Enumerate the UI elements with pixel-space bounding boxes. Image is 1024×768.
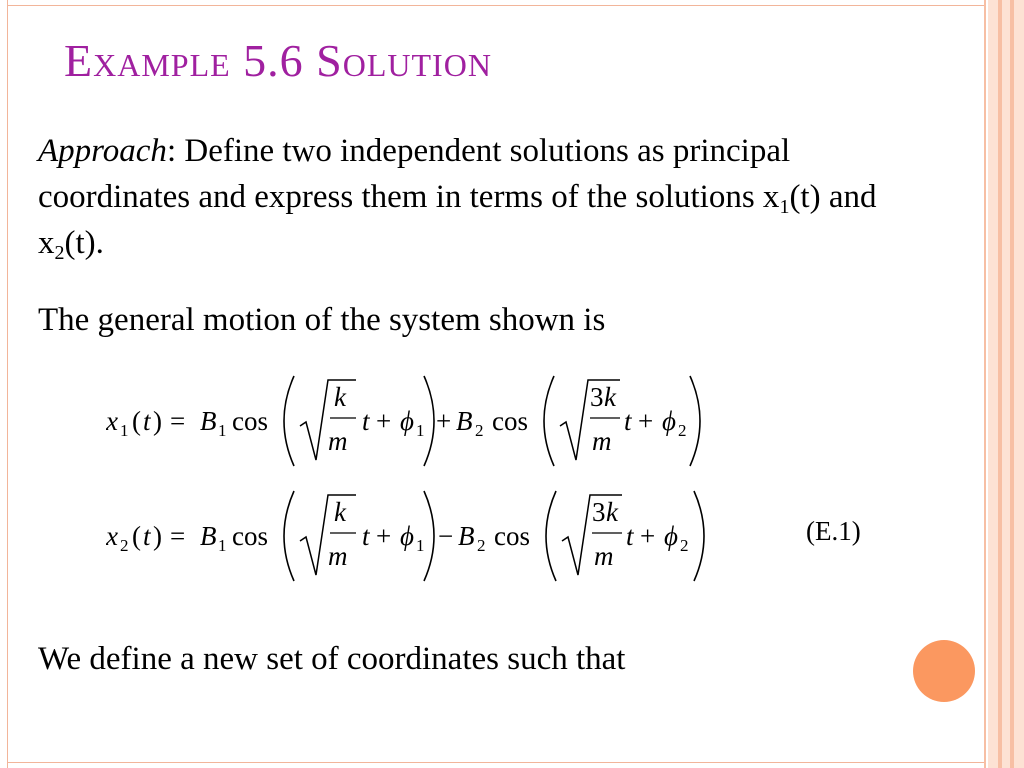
svg-text:3: 3 bbox=[592, 497, 606, 527]
svg-text:+: + bbox=[640, 521, 656, 551]
svg-text:m: m bbox=[594, 541, 614, 571]
svg-text:B: B bbox=[456, 406, 473, 436]
svg-text:1: 1 bbox=[218, 536, 227, 555]
equation-label: (E.1) bbox=[806, 516, 861, 546]
svg-text:2: 2 bbox=[678, 421, 687, 440]
svg-text:=: = bbox=[170, 521, 186, 551]
svg-text:): ) bbox=[153, 521, 162, 551]
svg-text:1: 1 bbox=[120, 421, 129, 440]
svg-text:1: 1 bbox=[416, 421, 425, 440]
svg-text:cos: cos bbox=[232, 406, 268, 436]
svg-text:(: ( bbox=[132, 521, 141, 551]
svg-text:t: t bbox=[626, 521, 634, 551]
svg-text:m: m bbox=[592, 426, 612, 456]
svg-text:t: t bbox=[143, 521, 151, 551]
slide-border-top bbox=[7, 5, 985, 6]
approach-label: Approach bbox=[38, 133, 167, 169]
svg-text:k: k bbox=[604, 382, 616, 412]
svg-text:2: 2 bbox=[477, 536, 486, 555]
svg-text:cos: cos bbox=[232, 521, 268, 551]
svg-text:+: + bbox=[376, 406, 392, 436]
equation-x1 bbox=[106, 370, 726, 472]
general-motion-text: The general motion of the system shown is bbox=[38, 302, 606, 338]
svg-text:ϕ: ϕ bbox=[662, 406, 676, 436]
svg-text:ϕ: ϕ bbox=[400, 406, 414, 436]
svg-text:2: 2 bbox=[475, 421, 484, 440]
svg-text:(: ( bbox=[132, 406, 141, 436]
svg-text:t: t bbox=[624, 406, 632, 436]
equation-x2 bbox=[106, 485, 726, 587]
svg-text:2: 2 bbox=[120, 536, 129, 555]
decorative-stripe bbox=[984, 0, 986, 768]
svg-text:m: m bbox=[328, 426, 348, 456]
approach-text: : Define two independent solutions as principal coordinates and express them in terms of the solutions x bbox=[38, 133, 791, 215]
svg-text:B: B bbox=[458, 521, 475, 551]
svg-text:B: B bbox=[200, 521, 217, 551]
decorative-stripe bbox=[988, 0, 998, 768]
svg-text:x: x bbox=[106, 406, 118, 436]
slide-border-left bbox=[7, 0, 8, 768]
svg-text:+: + bbox=[376, 521, 392, 551]
svg-text:cos: cos bbox=[494, 521, 530, 551]
svg-text:cos: cos bbox=[492, 406, 528, 436]
svg-text:2: 2 bbox=[680, 536, 689, 555]
svg-text:+: + bbox=[436, 406, 452, 436]
svg-text:ϕ: ϕ bbox=[400, 521, 414, 551]
new-coordinates-text: We define a new set of coordinates such that bbox=[38, 641, 626, 677]
slide-border-bottom bbox=[7, 762, 985, 763]
svg-text:=: = bbox=[170, 406, 186, 436]
svg-text:3: 3 bbox=[590, 382, 604, 412]
subscript: 2 bbox=[54, 242, 65, 264]
svg-text:B: B bbox=[200, 406, 217, 436]
svg-text:−: − bbox=[438, 521, 454, 551]
approach-text: (t) and x bbox=[38, 179, 877, 261]
svg-text:+: + bbox=[638, 406, 654, 436]
decorative-stripe bbox=[1014, 0, 1024, 768]
svg-text:k: k bbox=[606, 497, 618, 527]
subscript: 1 bbox=[779, 196, 790, 218]
svg-text:1: 1 bbox=[218, 421, 227, 440]
slide-title: Example 5.6 Solution bbox=[64, 35, 492, 86]
approach-text: (t). bbox=[64, 225, 104, 261]
decorative-stripe bbox=[1002, 0, 1010, 768]
svg-text:1: 1 bbox=[416, 536, 425, 555]
decorative-circle bbox=[913, 640, 975, 702]
approach-paragraph bbox=[38, 128, 938, 266]
svg-text:t: t bbox=[143, 406, 151, 436]
svg-text:x: x bbox=[106, 521, 118, 551]
svg-text:k: k bbox=[334, 497, 346, 527]
svg-text:): ) bbox=[153, 406, 162, 436]
svg-text:t: t bbox=[362, 406, 370, 436]
svg-text:t: t bbox=[362, 521, 370, 551]
svg-text:ϕ: ϕ bbox=[664, 521, 678, 551]
svg-text:m: m bbox=[328, 541, 348, 571]
svg-text:k: k bbox=[334, 382, 346, 412]
